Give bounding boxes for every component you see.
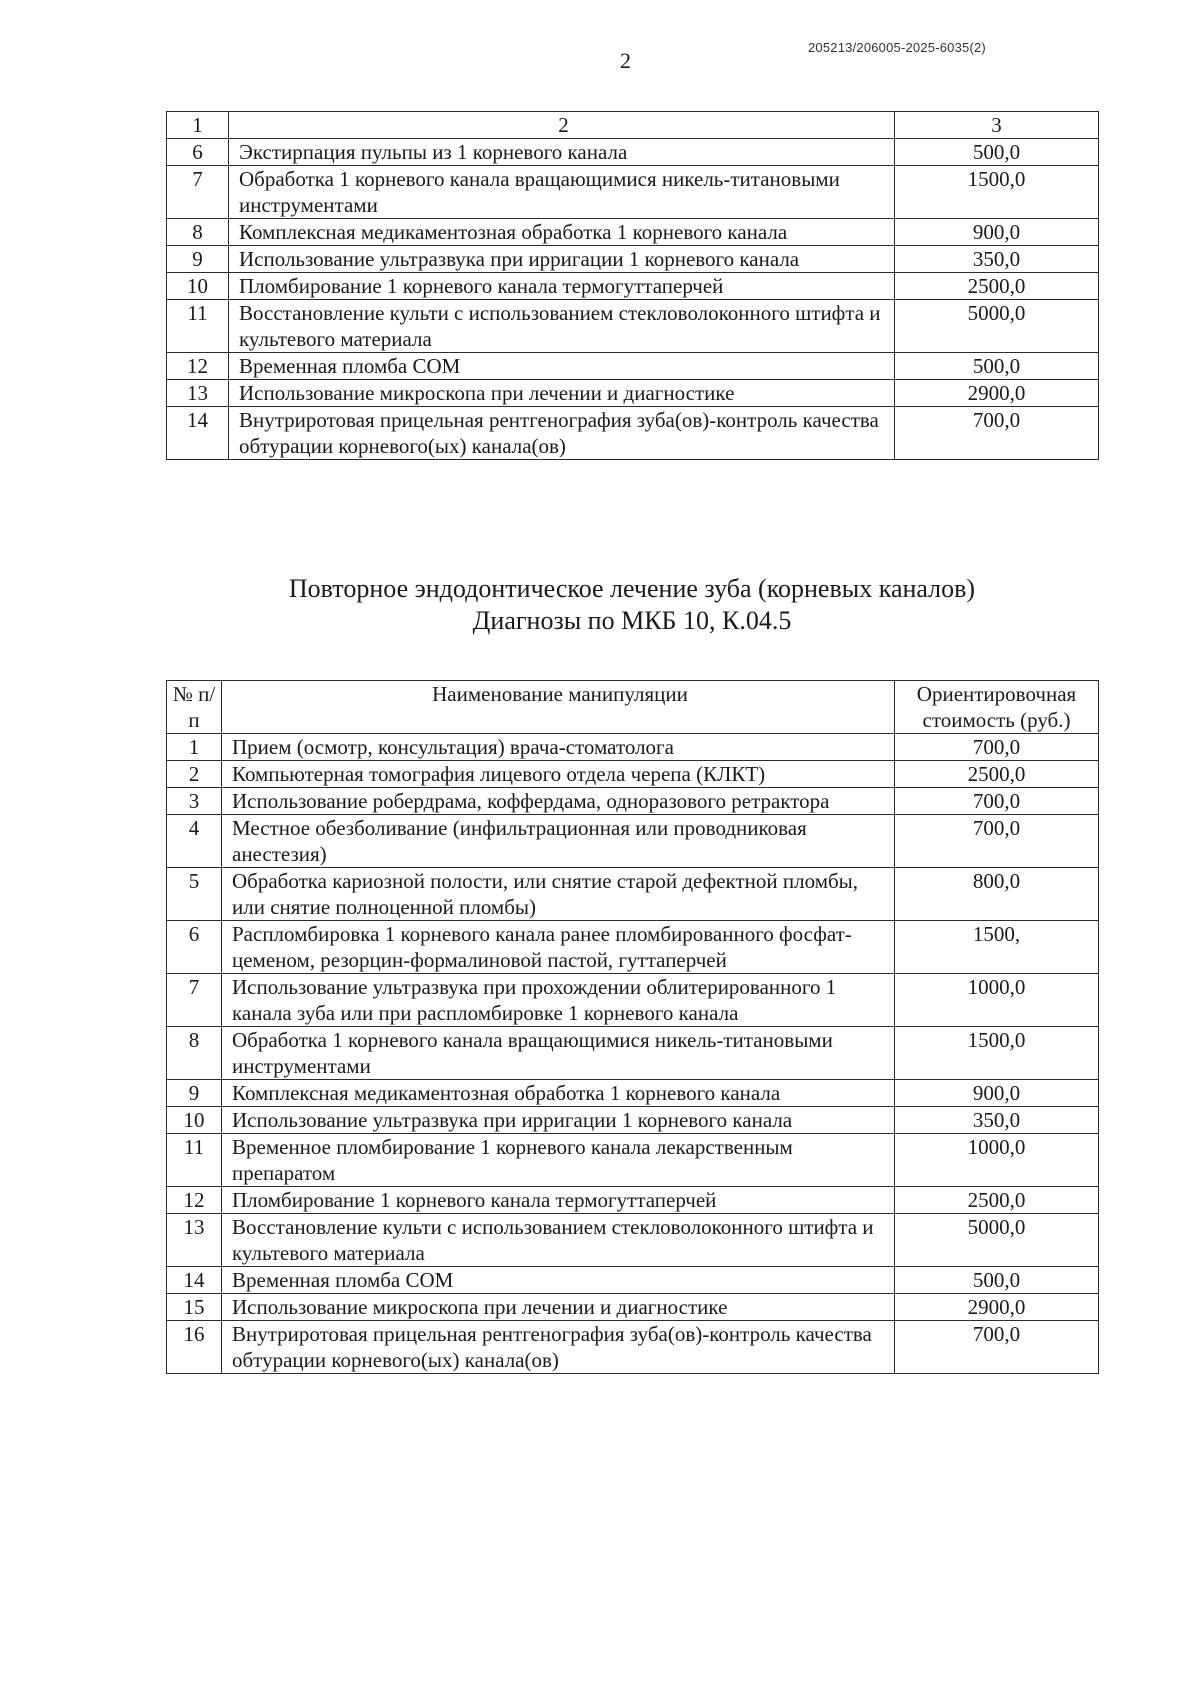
procedure-name-cell: Использование микроскопа при лечении и диагностике — [222, 1294, 895, 1321]
table-row — [167, 788, 1099, 815]
table-row — [167, 815, 1099, 868]
price-table-continued — [166, 111, 1099, 460]
price-cell: 500,0 — [895, 139, 1099, 166]
column-header-cell: 1 — [167, 112, 229, 139]
procedure-name-cell: Местное обезболивание (инфильтрационная или проводниковая анестезия) — [222, 815, 895, 868]
price-cell: 500,0 — [895, 1267, 1099, 1294]
row-number-cell: 12 — [167, 1187, 222, 1214]
price-cell: 700,0 — [895, 407, 1099, 460]
procedure-name-cell: Пломбирование 1 корневого канала термогуттаперчей — [222, 1187, 895, 1214]
row-number-cell: 8 — [167, 1027, 222, 1080]
table-row — [167, 380, 1099, 407]
procedure-name-cell: Использование робердрама, коффердама, одноразового ретрактора — [222, 788, 895, 815]
row-number-cell: 14 — [167, 407, 229, 460]
procedure-name-cell: Использование ультразвука при ирригации 1 корневого канала — [222, 1107, 895, 1134]
price-cell: 700,0 — [895, 734, 1099, 761]
row-number-cell: 9 — [167, 246, 229, 273]
row-number-cell: 1 — [167, 734, 222, 761]
price-cell: 1500, — [895, 921, 1099, 974]
table-row — [167, 1107, 1099, 1134]
table-row — [167, 1080, 1099, 1107]
procedure-name-cell: Использование ультразвука при ирригации 1 корневого канала — [229, 246, 895, 273]
price-cell: 900,0 — [895, 219, 1099, 246]
row-number-cell: 7 — [167, 974, 222, 1027]
price-cell: 700,0 — [895, 788, 1099, 815]
price-table-continued-body — [167, 112, 1099, 460]
price-cell: 2900,0 — [895, 380, 1099, 407]
table-row — [167, 1134, 1099, 1187]
price-cell: 800,0 — [895, 868, 1099, 921]
procedure-name-cell: Восстановление культи с использованием стекловолоконного штифта и культевого материала — [222, 1214, 895, 1267]
table-row — [167, 407, 1099, 460]
procedure-name-cell: Временное пломбирование 1 корневого канала лекарственным препаратом — [222, 1134, 895, 1187]
price-cell: 5000,0 — [895, 300, 1099, 353]
price-cell: 500,0 — [895, 353, 1099, 380]
procedure-name-cell: Компьютерная томография лицевого отдела черепа (КЛКТ) — [222, 761, 895, 788]
procedure-name-cell: Комплексная медикаментозная обработка 1 корневого канала — [222, 1080, 895, 1107]
price-cell: 1500,0 — [895, 166, 1099, 219]
table-row — [167, 974, 1099, 1027]
price-cell: 1500,0 — [895, 1027, 1099, 1080]
retreatment-price-table — [166, 680, 1099, 1374]
procedure-name-cell: Прием (осмотр, консультация) врача-стоматолога — [222, 734, 895, 761]
row-number-cell: 2 — [167, 761, 222, 788]
column-header-cell: Ориентировочная стоимость (руб.) — [895, 681, 1099, 734]
table-row — [167, 353, 1099, 380]
procedure-name-cell: Восстановление культи с использованием стекловолоконного штифта и культевого материала — [229, 300, 895, 353]
procedure-name-cell: Комплексная медикаментозная обработка 1 корневого канала — [229, 219, 895, 246]
price-cell: 350,0 — [895, 246, 1099, 273]
row-number-cell: 13 — [167, 1214, 222, 1267]
table-row — [167, 1267, 1099, 1294]
row-number-cell: 10 — [167, 1107, 222, 1134]
row-number-cell: 5 — [167, 868, 222, 921]
row-number-cell: 4 — [167, 815, 222, 868]
row-number-cell: 6 — [167, 139, 229, 166]
price-cell: 2500,0 — [895, 761, 1099, 788]
price-cell: 2900,0 — [895, 1294, 1099, 1321]
price-cell: 700,0 — [895, 815, 1099, 868]
table-row — [167, 868, 1099, 921]
table-row — [167, 734, 1099, 761]
procedure-name-cell: Временная пломба СОМ — [229, 353, 895, 380]
price-cell: 1000,0 — [895, 974, 1099, 1027]
procedure-name-cell: Экстирпация пульпы из 1 корневого канала — [229, 139, 895, 166]
price-cell: 2500,0 — [895, 1187, 1099, 1214]
table-header-row — [167, 112, 1099, 139]
price-cell: 5000,0 — [895, 1214, 1099, 1267]
price-cell: 900,0 — [895, 1080, 1099, 1107]
row-number-cell: 13 — [167, 380, 229, 407]
row-number-cell: 3 — [167, 788, 222, 815]
procedure-name-cell: Использование микроскопа при лечении и диагностике — [229, 380, 895, 407]
procedure-name-cell: Обработка кариозной полости, или снятие старой дефектной пломбы, или снятие полноценной пломбы) — [222, 868, 895, 921]
table-row — [167, 219, 1099, 246]
row-number-cell: 15 — [167, 1294, 222, 1321]
table-row — [167, 1187, 1099, 1214]
row-number-cell: 11 — [167, 300, 229, 353]
row-number-cell: 9 — [167, 1080, 222, 1107]
table-row — [167, 1294, 1099, 1321]
section-heading — [166, 573, 1098, 637]
row-number-cell: 11 — [167, 1134, 222, 1187]
price-cell: 350,0 — [895, 1107, 1099, 1134]
price-cell: 1000,0 — [895, 1134, 1099, 1187]
procedure-name-cell: Внутриротовая прицельная рентгенография зуба(ов)-контроль качества обтурации корневого(ых) канала(ов) — [229, 407, 895, 460]
procedure-name-cell: Пломбирование 1 корневого канала термогуттаперчей — [229, 273, 895, 300]
table-row — [167, 1027, 1099, 1080]
table-header-row — [167, 681, 1099, 734]
section-title: Повторное эндодонтическое лечение зуба (корневых каналов) — [288, 574, 976, 603]
column-header-cell: 2 — [229, 112, 895, 139]
table-row — [167, 273, 1099, 300]
section-subtitle: Диагнозы по МКБ 10, К.04.5 — [472, 606, 792, 635]
table-row — [167, 921, 1099, 974]
procedure-name-cell: Обработка 1 корневого канала вращающимися никель-титановыми инструментами — [222, 1027, 895, 1080]
row-number-cell: 12 — [167, 353, 229, 380]
price-cell: 700,0 — [895, 1321, 1099, 1374]
retreatment-price-table-body — [167, 681, 1099, 1374]
row-number-cell: 7 — [167, 166, 229, 219]
table-row — [167, 139, 1099, 166]
procedure-name-cell: Внутриротовая прицельная рентгенография зуба(ов)-контроль качества обтурации корневого(ых) канала(ов) — [222, 1321, 895, 1374]
procedure-name-cell: Обработка 1 корневого канала вращающимися никель-титановыми инструментами — [229, 166, 895, 219]
price-cell: 2500,0 — [895, 273, 1099, 300]
table-row — [167, 1321, 1099, 1374]
row-number-cell: 16 — [167, 1321, 222, 1374]
table-row — [167, 761, 1099, 788]
procedure-name-cell: Использование ультразвука при прохождении облитерированного 1 канала зуба или при распломбировке 1 корневого канала — [222, 974, 895, 1027]
table-row — [167, 166, 1099, 219]
row-number-cell: 10 — [167, 273, 229, 300]
procedure-name-cell: Распломбировка 1 корневого канала ранее пломбированного фосфат-цеменом, резорцин-формалиновой пастой, гуттаперчей — [222, 921, 895, 974]
table-row — [167, 300, 1099, 353]
column-header-cell: 3 — [895, 112, 1099, 139]
page-number: 2 — [620, 48, 631, 73]
row-number-cell: 8 — [167, 219, 229, 246]
procedure-name-cell: Временная пломба СОМ — [222, 1267, 895, 1294]
table-row — [167, 1214, 1099, 1267]
column-header-cell: № п/п — [167, 681, 222, 734]
document-id: 205213/206005-2025-6035(2) — [808, 40, 986, 55]
table-row — [167, 246, 1099, 273]
row-number-cell: 14 — [167, 1267, 222, 1294]
column-header-cell: Наименование манипуляции — [222, 681, 895, 734]
row-number-cell: 6 — [167, 921, 222, 974]
